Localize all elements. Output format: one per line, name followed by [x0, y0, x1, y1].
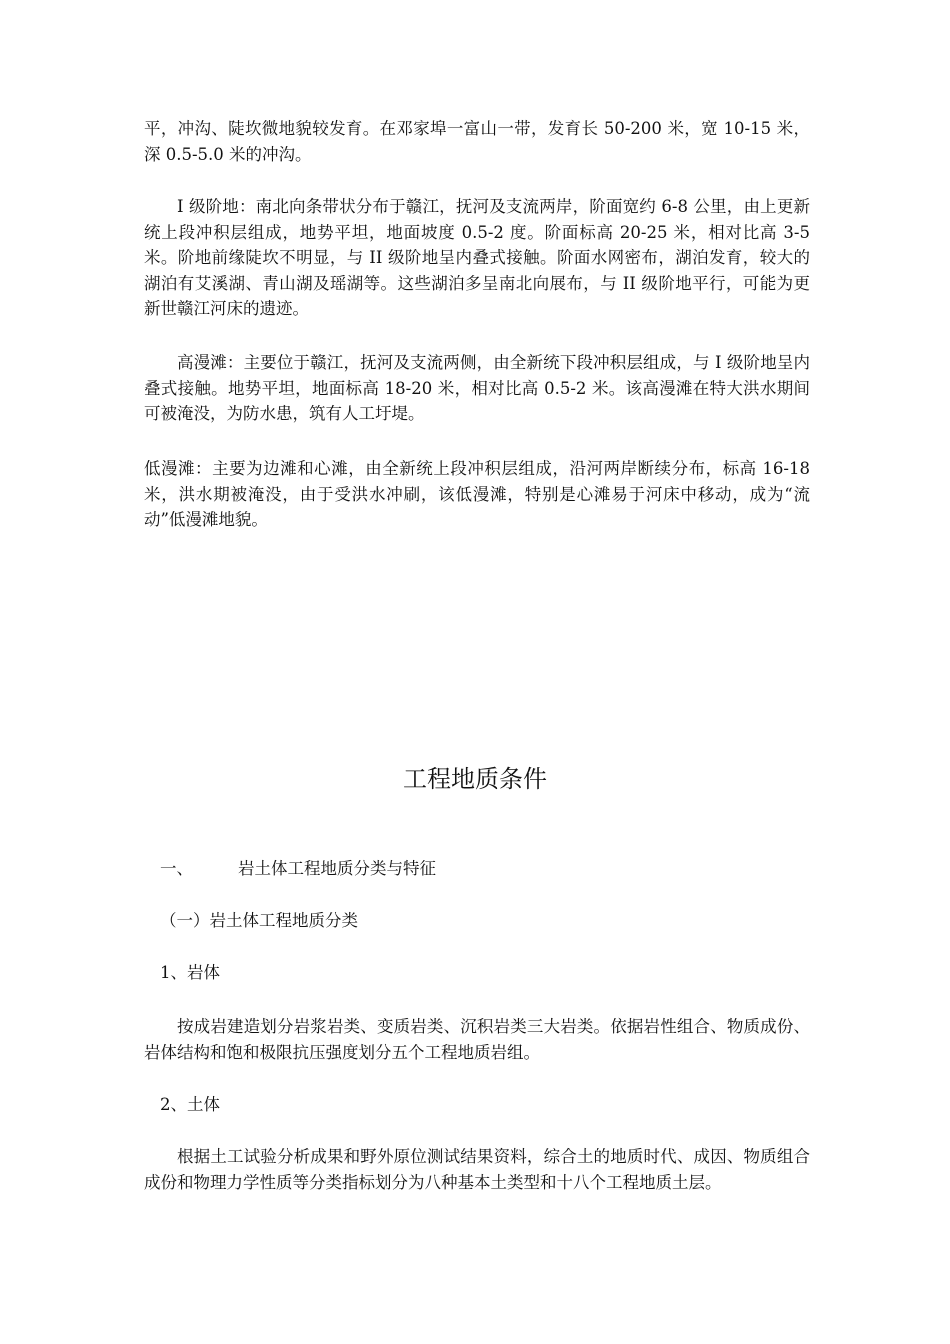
paragraph-terrace-level-1: I 级阶地：南北向条带状分布于赣江，抚河及支流两岸，阶面宽约 6-8 公里，由上更新统上段冲积层组成，地势平坦，地面坡度 0.5-2 度。阶面标高 20-25 米，相对比高 3-5 米。阶地前缘陡坎不明显，与 II 级阶地呈内叠式接触。阶面水网密布，湖泊发育，较大的湖泊有艾溪湖、青山湖及瑶湖等。这些湖泊多呈南北向展布，与 II 级阶地平行，可能为更新世赣江河床的遗迹。 [144, 197, 810, 318]
heading-soil-mass: 2、土体 [160, 1095, 220, 1114]
heading-level-1-text: 岩土体工程地质分类与特征 [238, 859, 436, 878]
paragraph-low-floodplain: 低漫滩：主要为边滩和心滩，由全新统上段冲积层组成，沿河两岸断续分布，标高 16-18 米，洪水期被淹没，由于受洪水冲刷，该低漫滩，特别是心滩易于河床中移动，成为“流动”低漫滩地貌。 [144, 459, 810, 529]
heading-level-2: （一）岩土体工程地质分类 [160, 911, 358, 930]
paragraph-soil-mass: 根据土工试验分析成果和野外原位测试结果资料，综合土的地质时代、成因、物质组合成份和物理力学性质等分类指标划分为八种基本土类型和十八个工程地质土层。 [144, 1147, 810, 1192]
paragraph-rock-mass: 按成岩建造划分岩浆岩类、变质岩类、沉积岩类三大岩类。依据岩性组合、物质成份、岩体结构和饱和极限抗压强度划分五个工程地质岩组。 [144, 1017, 810, 1062]
heading-level-1-number: 一、 [160, 859, 193, 878]
paragraph-high-floodplain: 高漫滩：主要位于赣江，抚河及支流两侧，由全新统下段冲积层组成，与 I 级阶地呈内叠式接触。地势平坦，地面标高 18-20 米，相对比高 0.5-2 米。该高漫滩在特大洪水期间可被淹没，为防水患，筑有人工圩堤。 [144, 353, 810, 423]
section-title: 工程地质条件 [403, 765, 547, 793]
paragraph-continuation: 平，冲沟、陡坎微地貌较发育。在邓家埠一富山一带，发育长 50-200 米，宽 10-15 米，深 0.5-5.0 米的冲沟。 [144, 119, 810, 164]
heading-rock-mass: 1、岩体 [160, 963, 220, 982]
heading-level-1 [160, 856, 436, 882]
